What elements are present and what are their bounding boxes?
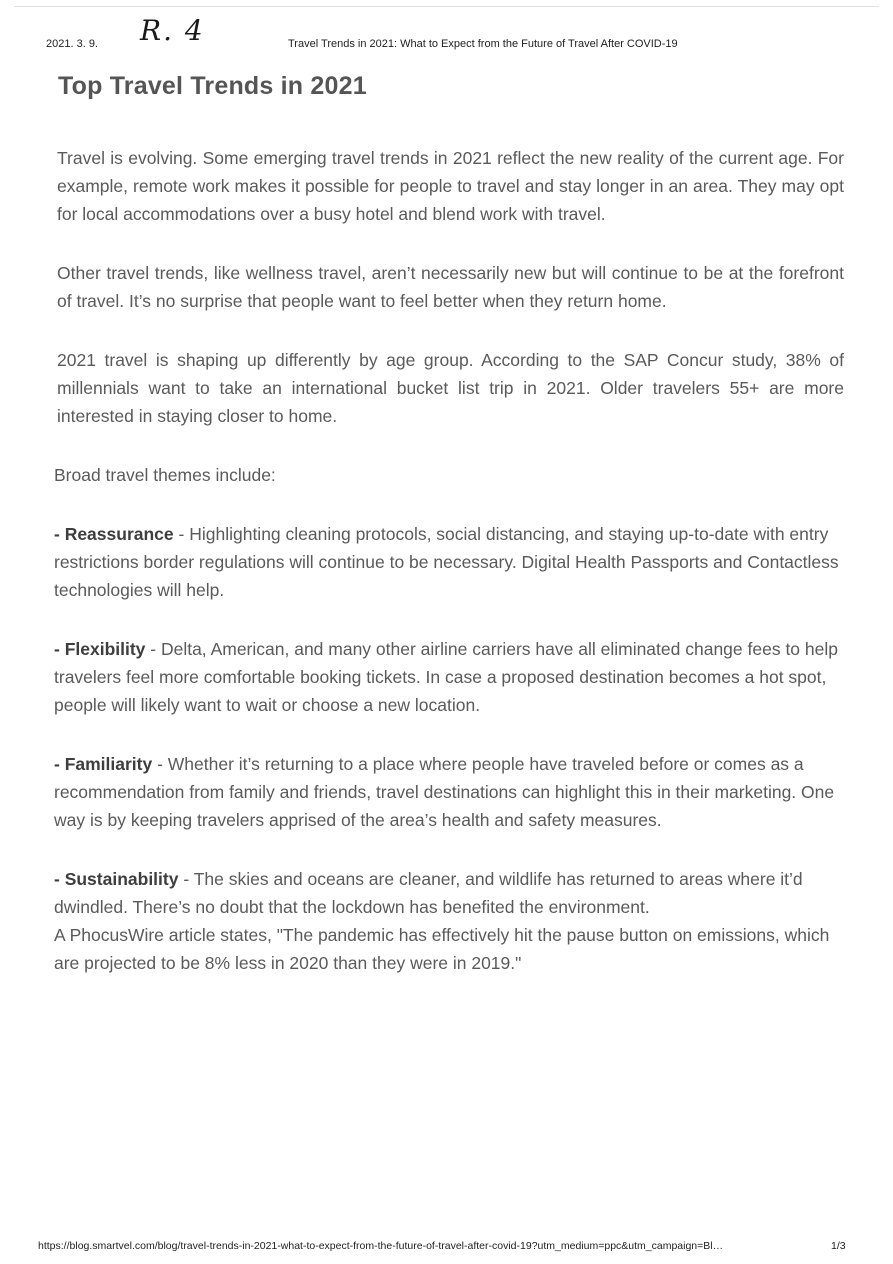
theme-term: - Reassurance xyxy=(54,524,174,544)
theme-term: - Familiarity xyxy=(54,754,153,774)
theme-text: - Delta, American, and many other airline carriers have all eliminated change fees to help travelers feel more comfortable booking tickets. In case a proposed destination becomes a hot spot, people will likely want to wait or choose a new location. xyxy=(54,639,838,715)
handwritten-note: R. 4 xyxy=(140,14,205,47)
theme-flexibility xyxy=(54,635,844,719)
theme-reassurance xyxy=(54,520,844,604)
theme-text: - Whether it’s returning to a place where people have traveled before or comes as a recommendation from family and friends, travel destinations can highlight this in their marketing. One way is by keeping travelers apprised of the area’s health and safety measures. xyxy=(54,754,835,830)
phocuswire-quote: A PhocusWire article states, "The pandemic has effectively hit the pause button on emissions, which are projected to be 8% less in 2020 than they were in 2019." xyxy=(54,925,830,973)
paragraph-themes-lead: Broad travel themes include: xyxy=(54,465,276,485)
top-divider xyxy=(14,6,879,7)
theme-sustainability xyxy=(54,865,844,977)
print-footer-url: https://blog.smartvel.com/blog/travel-trends-in-2021-what-to-expect-from-the-future-of-travel-after-covid-19?utm_medium=ppc&utm_campaign=Bl… xyxy=(38,1240,724,1252)
theme-term: - Flexibility xyxy=(54,639,146,659)
print-header-title: Travel Trends in 2021: What to Expect from the Future of Travel After COVID-19 xyxy=(288,38,678,50)
theme-text: - Highlighting cleaning protocols, social distancing, and staying up-to-date with entry restrictions border regulations will continue to be necessary. Digital Health Passports and Contactless technologies will help. xyxy=(54,524,839,600)
theme-familiarity xyxy=(54,750,844,834)
paragraph-wellness: Other travel trends, like wellness travel, aren’t necessarily new but will continue to be at the forefront of travel. It’s no surprise that people want to feel better when they return home. xyxy=(57,263,844,311)
theme-term: - Sustainability xyxy=(54,869,179,889)
print-date: 2021. 3. 9. xyxy=(46,38,98,50)
article-title: Top Travel Trends in 2021 xyxy=(58,72,367,100)
paragraph-age-group: 2021 travel is shaping up differently by age group. According to the SAP Concur study, 38% of millennials want to take an international bucket list trip in 2021. Older travelers 55+ are more interested in staying closer to home. xyxy=(57,350,844,426)
article-body xyxy=(54,144,844,1008)
theme-text: - The skies and oceans are cleaner, and wildlife has returned to areas where it’d dwindled. There’s no doubt that the lockdown has benefited the environment. xyxy=(54,869,803,917)
paragraph-intro: Travel is evolving. Some emerging travel trends in 2021 reflect the new reality of the current age. For example, remote work makes it possible for people to travel and stay longer in an area. They may opt for local accommodations over a busy hotel and blend work with travel. xyxy=(57,148,844,224)
page-count: 1/3 xyxy=(831,1240,846,1252)
